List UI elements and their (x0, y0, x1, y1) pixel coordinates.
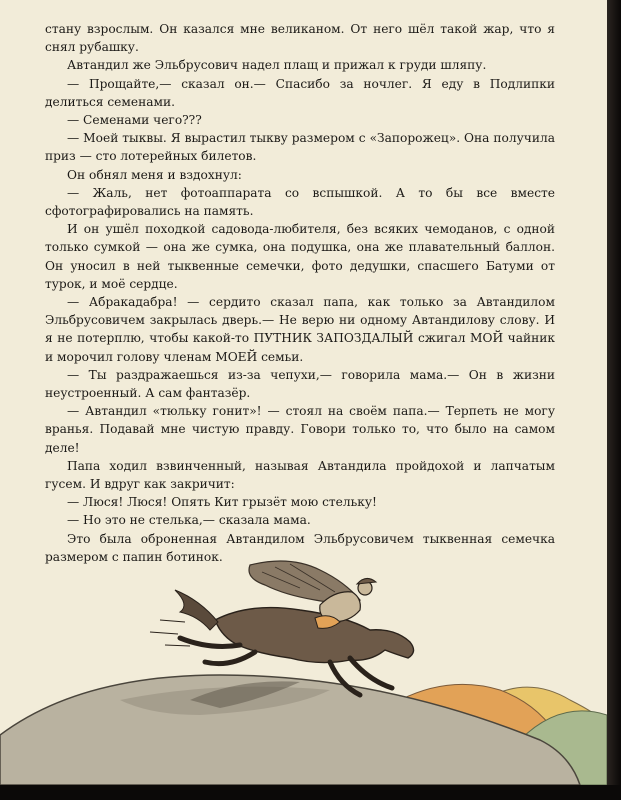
paragraph: Автандил же Эльбрусович надел плащ и прижал к груди шляпу. (67, 58, 487, 73)
paragraph: — Абракадабра! — сердито сказал папа, как только за Автандилом Эльбрусовичем закрылась дверь.— Не верю ни одному Автандилову слову. И я не потерплю, чтобы какой-то ПУТНИК ЗАПОЗДАЛЫЙ сжигал МОЙ чайник и морочил голову членам МОЕЙ семьи. (45, 295, 555, 364)
paragraph: — Но это не стелька,— сказала мама. (67, 513, 311, 528)
scan-edge (607, 0, 621, 800)
paragraph: — Жаль, нет фотоаппарата со вспышкой. А то бы все вместе сфотографировались на память. (45, 185, 555, 219)
horse-body (215, 608, 414, 663)
paragraph: И он ушёл походкой садовода-любителя, без всяких чемоданов, с одной только сумкой — она же сумка, она подушка, она же плавательный баллон. Он уносил в ней тыквенные семечки, фото дедушки, спасшего Батуми от турок, и моё сердце. (45, 222, 555, 291)
paragraph: Это была оброненная Автандилом Эльбрусовичем тыквенная семечка размером с папин ботинок. (45, 531, 555, 564)
paragraph: — Семенами чего??? (67, 113, 202, 128)
paragraph: — Люся! Люся! Опять Кит грызёт мою стельку! (67, 495, 377, 510)
paragraph: стану взрослым. Он казался мне великаном. От него шёл такой жар, что я снял рубашку. (45, 22, 555, 55)
horse-leg (350, 658, 392, 688)
paragraph: — Прощайте,— сказал он.— Спасибо за ночлег. Я еду в Подлипки делиться семенами. (45, 76, 555, 109)
paragraph: Папа ходил взвинченный, называя Автандила пройдохой и лапчатым гусем. И вдруг как закричит: (45, 458, 555, 492)
galloping-rider-illustration (0, 550, 607, 785)
page-text (45, 20, 555, 566)
horse-leg (205, 652, 255, 664)
paragraph: — Автандил «тюльку гонит»! — стоял на своём папа.— Терпеть не могу вранья. Подавай мне чистую правду. Говори только то, что было на самом деле! (45, 404, 555, 455)
paragraph: — Ты раздражаешься из-за чепухи,— говорила мама.— Он в жизни неустроенный. А сам фантазёр. (45, 367, 555, 401)
scan-edge (0, 785, 621, 800)
paragraph: — Моей тыквы. Я вырастил тыкву размером с «Запорожец». Она получила приз — сто лотерейных билетов. (45, 131, 555, 164)
rider-hat (357, 578, 376, 584)
paragraph: Он обнял меня и вздохнул: (67, 167, 242, 182)
horse-tail (175, 590, 218, 630)
